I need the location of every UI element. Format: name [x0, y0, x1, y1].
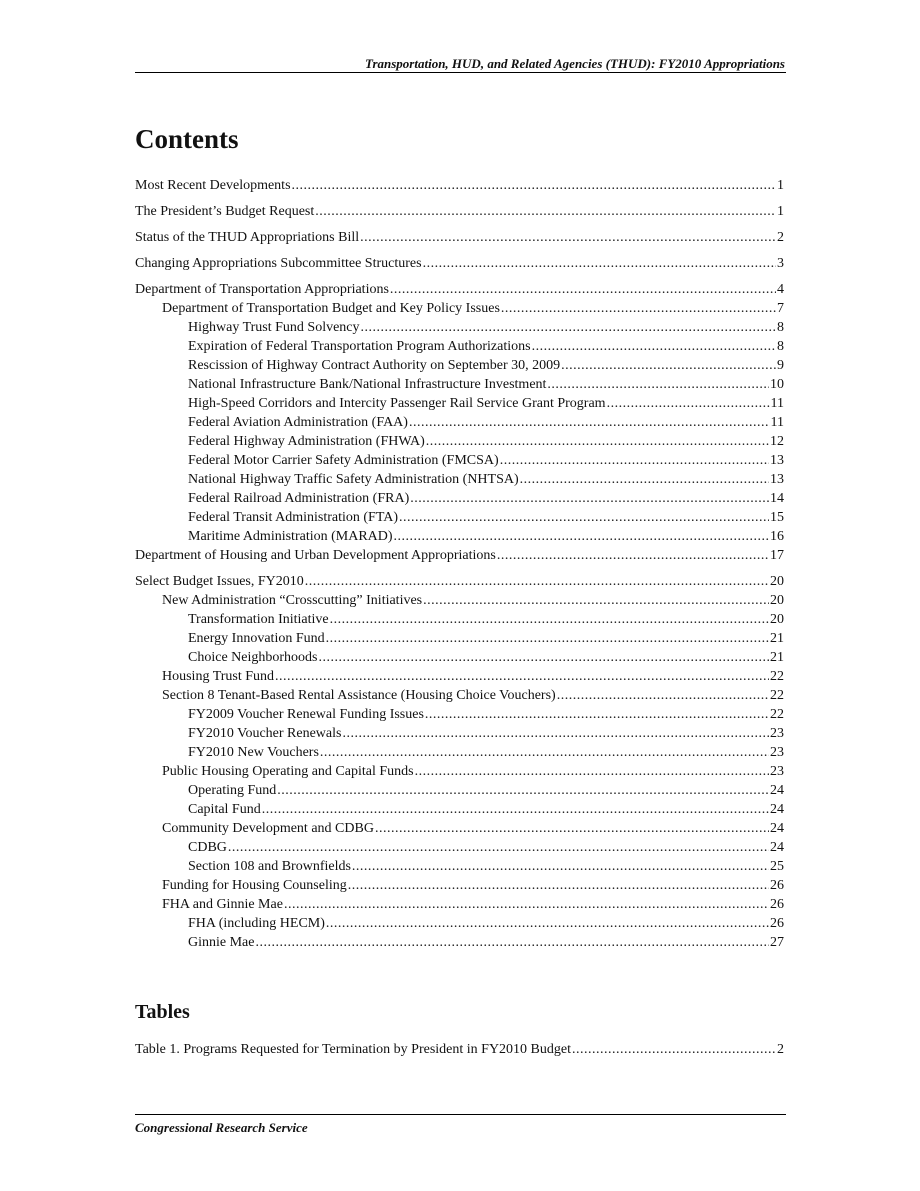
toc-entry-title: Department of Housing and Urban Development Appropriations	[135, 548, 496, 563]
toc-entry-title: Status of the THUD Appropriations Bill	[135, 230, 360, 245]
dot-leader	[399, 508, 769, 527]
toc-entry-title: Operating Fund	[188, 783, 277, 798]
dot-leader	[409, 413, 770, 432]
toc-entry-page: 21	[770, 650, 784, 665]
running-header: Transportation, HUD, and Related Agencies (THUD): FY2010 Appropriations	[365, 56, 785, 71]
toc-entry-title: Funding for Housing Counseling	[162, 878, 347, 893]
toc-entry[interactable]	[135, 857, 784, 876]
toc-entry-title: National Infrastructure Bank/National Infrastructure Investment	[188, 377, 547, 392]
toc-entry-title: Select Budget Issues, FY2010	[135, 574, 304, 589]
toc-entry[interactable]	[135, 572, 784, 591]
toc-entry-title: New Administration “Crosscutting” Initiatives	[162, 593, 423, 608]
toc-entry[interactable]	[135, 781, 784, 800]
toc-entry[interactable]	[135, 762, 784, 781]
toc-entry-page: 24	[770, 783, 784, 798]
dot-leader	[277, 781, 769, 800]
toc-entry-page: 26	[770, 897, 784, 912]
dot-leader	[305, 572, 769, 591]
toc-entry-page: 24	[770, 840, 784, 855]
dot-leader	[501, 299, 776, 318]
dot-leader	[426, 432, 769, 451]
header-rule	[135, 72, 786, 73]
toc-entry-page: 26	[770, 916, 784, 931]
toc-entry-title: Ginnie Mae	[188, 935, 255, 950]
toc-entry-title: Changing Appropriations Subcommittee Structures	[135, 256, 422, 271]
toc-entry-page: 10	[770, 377, 784, 392]
toc-entry[interactable]	[135, 648, 784, 667]
toc-entry-title: Department of Transportation Budget and Key Policy Issues	[162, 301, 500, 316]
dot-leader	[255, 933, 769, 952]
toc-entry[interactable]	[135, 375, 784, 394]
toc-entry-page: 20	[770, 593, 784, 608]
dot-leader	[497, 546, 769, 565]
toc-entry-title: FY2010 Voucher Renewals	[188, 726, 342, 741]
toc-entry[interactable]	[135, 876, 784, 895]
toc-entry-page: 11	[770, 415, 784, 430]
table-entry[interactable]	[135, 1040, 784, 1059]
toc-entry-title: Federal Railroad Administration (FRA)	[188, 491, 410, 506]
toc-entry-page: 15	[770, 510, 784, 525]
dot-leader	[361, 318, 776, 337]
toc-entry-page: 21	[770, 631, 784, 646]
dot-leader	[547, 375, 769, 394]
toc-entry[interactable]	[135, 629, 784, 648]
toc-entry[interactable]	[135, 667, 784, 686]
toc-entry-page: 1	[777, 204, 784, 219]
toc-entry-page: 9	[777, 358, 784, 373]
toc-entry-page: 1	[777, 178, 784, 193]
toc-entry-title: Section 108 and Brownfields	[188, 859, 351, 874]
toc-entry-title: Maritime Administration (MARAD)	[188, 529, 393, 544]
dot-leader	[520, 470, 769, 489]
dot-leader	[275, 667, 769, 686]
toc-entry[interactable]	[135, 356, 784, 375]
toc-entry-page: 23	[770, 726, 784, 741]
footer-rule	[135, 1114, 786, 1115]
toc-entry[interactable]	[135, 254, 784, 273]
toc-entry-title: Community Development and CDBG	[162, 821, 374, 836]
toc-entry-title: FY2009 Voucher Renewal Funding Issues	[188, 707, 424, 722]
toc-entry-page: 22	[770, 707, 784, 722]
dot-leader	[326, 629, 769, 648]
toc-entry[interactable]	[135, 724, 784, 743]
toc-entry[interactable]	[135, 819, 784, 838]
toc-entry-page: 12	[770, 434, 784, 449]
toc-entry-page: 16	[770, 529, 784, 544]
dot-leader	[500, 451, 769, 470]
table-entry-page: 2	[777, 1042, 784, 1057]
toc-entry[interactable]	[135, 451, 784, 470]
dot-leader	[318, 648, 769, 667]
toc-entry-title: FHA and Ginnie Mae	[162, 897, 283, 912]
toc-entry-page: 20	[770, 574, 784, 589]
toc-entry-title: FY2010 New Vouchers	[188, 745, 319, 760]
toc-entry-page: 17	[770, 548, 784, 563]
dot-leader	[425, 705, 769, 724]
toc-entry[interactable]	[135, 610, 784, 629]
toc-entry-title: Capital Fund	[188, 802, 261, 817]
dot-leader	[557, 686, 769, 705]
toc-entry-title: Public Housing Operating and Capital Funds	[162, 764, 414, 779]
toc-entry[interactable]	[135, 413, 784, 432]
toc-entry-page: 23	[770, 745, 784, 760]
toc-entry-title: Highway Trust Fund Solvency	[188, 320, 360, 335]
toc-entry[interactable]	[135, 318, 784, 337]
toc-entry-page: 27	[770, 935, 784, 950]
contents-heading: Contents	[135, 124, 239, 154]
toc-entry[interactable]	[135, 838, 784, 857]
dot-leader	[262, 800, 769, 819]
toc-entry[interactable]	[135, 394, 784, 413]
tables-heading: Tables	[135, 1001, 190, 1023]
toc-entry[interactable]	[135, 895, 784, 914]
dot-leader	[284, 895, 769, 914]
toc-entry[interactable]	[135, 591, 784, 610]
toc-entry-page: 22	[770, 669, 784, 684]
table-entry-title: Table 1. Programs Requested for Termination by President in FY2010 Budget	[135, 1042, 571, 1057]
dot-leader	[352, 857, 769, 876]
dot-leader	[423, 591, 769, 610]
toc-entry-title: Expiration of Federal Transportation Program Authorizations	[188, 339, 531, 354]
toc-entry-title: Federal Transit Administration (FTA)	[188, 510, 399, 525]
toc-entry-page: 8	[777, 320, 784, 335]
toc-entry-title: The President’s Budget Request	[135, 204, 315, 219]
toc-entry[interactable]	[135, 202, 784, 221]
toc-entry[interactable]	[135, 489, 784, 508]
toc-entry-title: Most Recent Developments	[135, 178, 291, 193]
toc-entry-page: 3	[777, 256, 784, 271]
dot-leader	[423, 254, 776, 273]
dot-leader	[330, 610, 769, 629]
dot-leader	[572, 1040, 776, 1059]
toc-entry-page: 7	[777, 301, 784, 316]
toc-entry-page: 14	[770, 491, 784, 506]
toc-entry[interactable]	[135, 228, 784, 247]
dot-leader	[561, 356, 776, 375]
toc-entry-title: National Highway Traffic Safety Administration (NHTSA)	[188, 472, 519, 487]
toc-entry[interactable]	[135, 546, 784, 565]
dot-leader	[607, 394, 770, 413]
toc-entry-page: 2	[777, 230, 784, 245]
toc-entry[interactable]	[135, 508, 784, 527]
toc-entry-title: Federal Motor Carrier Safety Administration (FMCSA)	[188, 453, 499, 468]
toc-entry-page: 23	[770, 764, 784, 779]
toc-entry[interactable]	[135, 299, 784, 318]
toc-entry-page: 20	[770, 612, 784, 627]
toc-entry-title: Section 8 Tenant-Based Rental Assistance (Housing Choice Vouchers)	[162, 688, 556, 703]
contents-list	[135, 176, 784, 952]
dot-leader	[360, 228, 776, 247]
dot-leader	[394, 527, 769, 546]
toc-entry[interactable]	[135, 527, 784, 546]
toc-entry[interactable]	[135, 705, 784, 724]
toc-entry-title: Rescission of Highway Contract Authority on September 30, 2009	[188, 358, 561, 373]
toc-entry-page: 11	[770, 396, 784, 411]
toc-entry-title: Federal Highway Administration (FHWA)	[188, 434, 425, 449]
dot-leader	[415, 762, 769, 781]
dot-leader	[326, 914, 769, 933]
toc-entry-title: Energy Innovation Fund	[188, 631, 325, 646]
toc-entry[interactable]	[135, 933, 784, 952]
toc-entry-title: Housing Trust Fund	[162, 669, 275, 684]
toc-entry-page: 24	[770, 821, 784, 836]
toc-entry-page: 24	[770, 802, 784, 817]
toc-entry[interactable]	[135, 280, 784, 299]
toc-entry[interactable]	[135, 914, 784, 933]
toc-entry-title: Department of Transportation Appropriations	[135, 282, 389, 297]
toc-entry-title: Federal Aviation Administration (FAA)	[188, 415, 408, 430]
dot-leader	[532, 337, 776, 356]
toc-entry[interactable]	[135, 470, 784, 489]
toc-entry-page: 8	[777, 339, 784, 354]
toc-entry[interactable]	[135, 337, 784, 356]
dot-leader	[292, 176, 776, 195]
toc-entry-title: CDBG	[188, 840, 227, 855]
toc-entry-page: 26	[770, 878, 784, 893]
dot-leader	[375, 819, 769, 838]
toc-entry-title: FHA (including HECM)	[188, 916, 325, 931]
toc-entry[interactable]	[135, 432, 784, 451]
toc-entry-title: High-Speed Corridors and Intercity Passenger Rail Service Grant Program	[188, 396, 606, 411]
toc-entry-page: 25	[770, 859, 784, 874]
toc-entry-page: 13	[770, 453, 784, 468]
dot-leader	[348, 876, 769, 895]
toc-entry-page: 13	[770, 472, 784, 487]
toc-entry[interactable]	[135, 800, 784, 819]
toc-entry-title: Transformation Initiative	[188, 612, 329, 627]
running-footer: Congressional Research Service	[135, 1120, 308, 1135]
dot-leader	[390, 280, 776, 299]
toc-entry-page: 4	[777, 282, 784, 297]
dot-leader	[320, 743, 769, 762]
toc-entry[interactable]	[135, 743, 784, 762]
toc-entry-page: 22	[770, 688, 784, 703]
toc-entry[interactable]	[135, 686, 784, 705]
dot-leader	[410, 489, 769, 508]
toc-entry[interactable]	[135, 176, 784, 195]
dot-leader	[342, 724, 769, 743]
dot-leader	[315, 202, 776, 221]
toc-entry-title: Choice Neighborhoods	[188, 650, 318, 665]
dot-leader	[228, 838, 769, 857]
tables-list	[135, 1040, 784, 1059]
